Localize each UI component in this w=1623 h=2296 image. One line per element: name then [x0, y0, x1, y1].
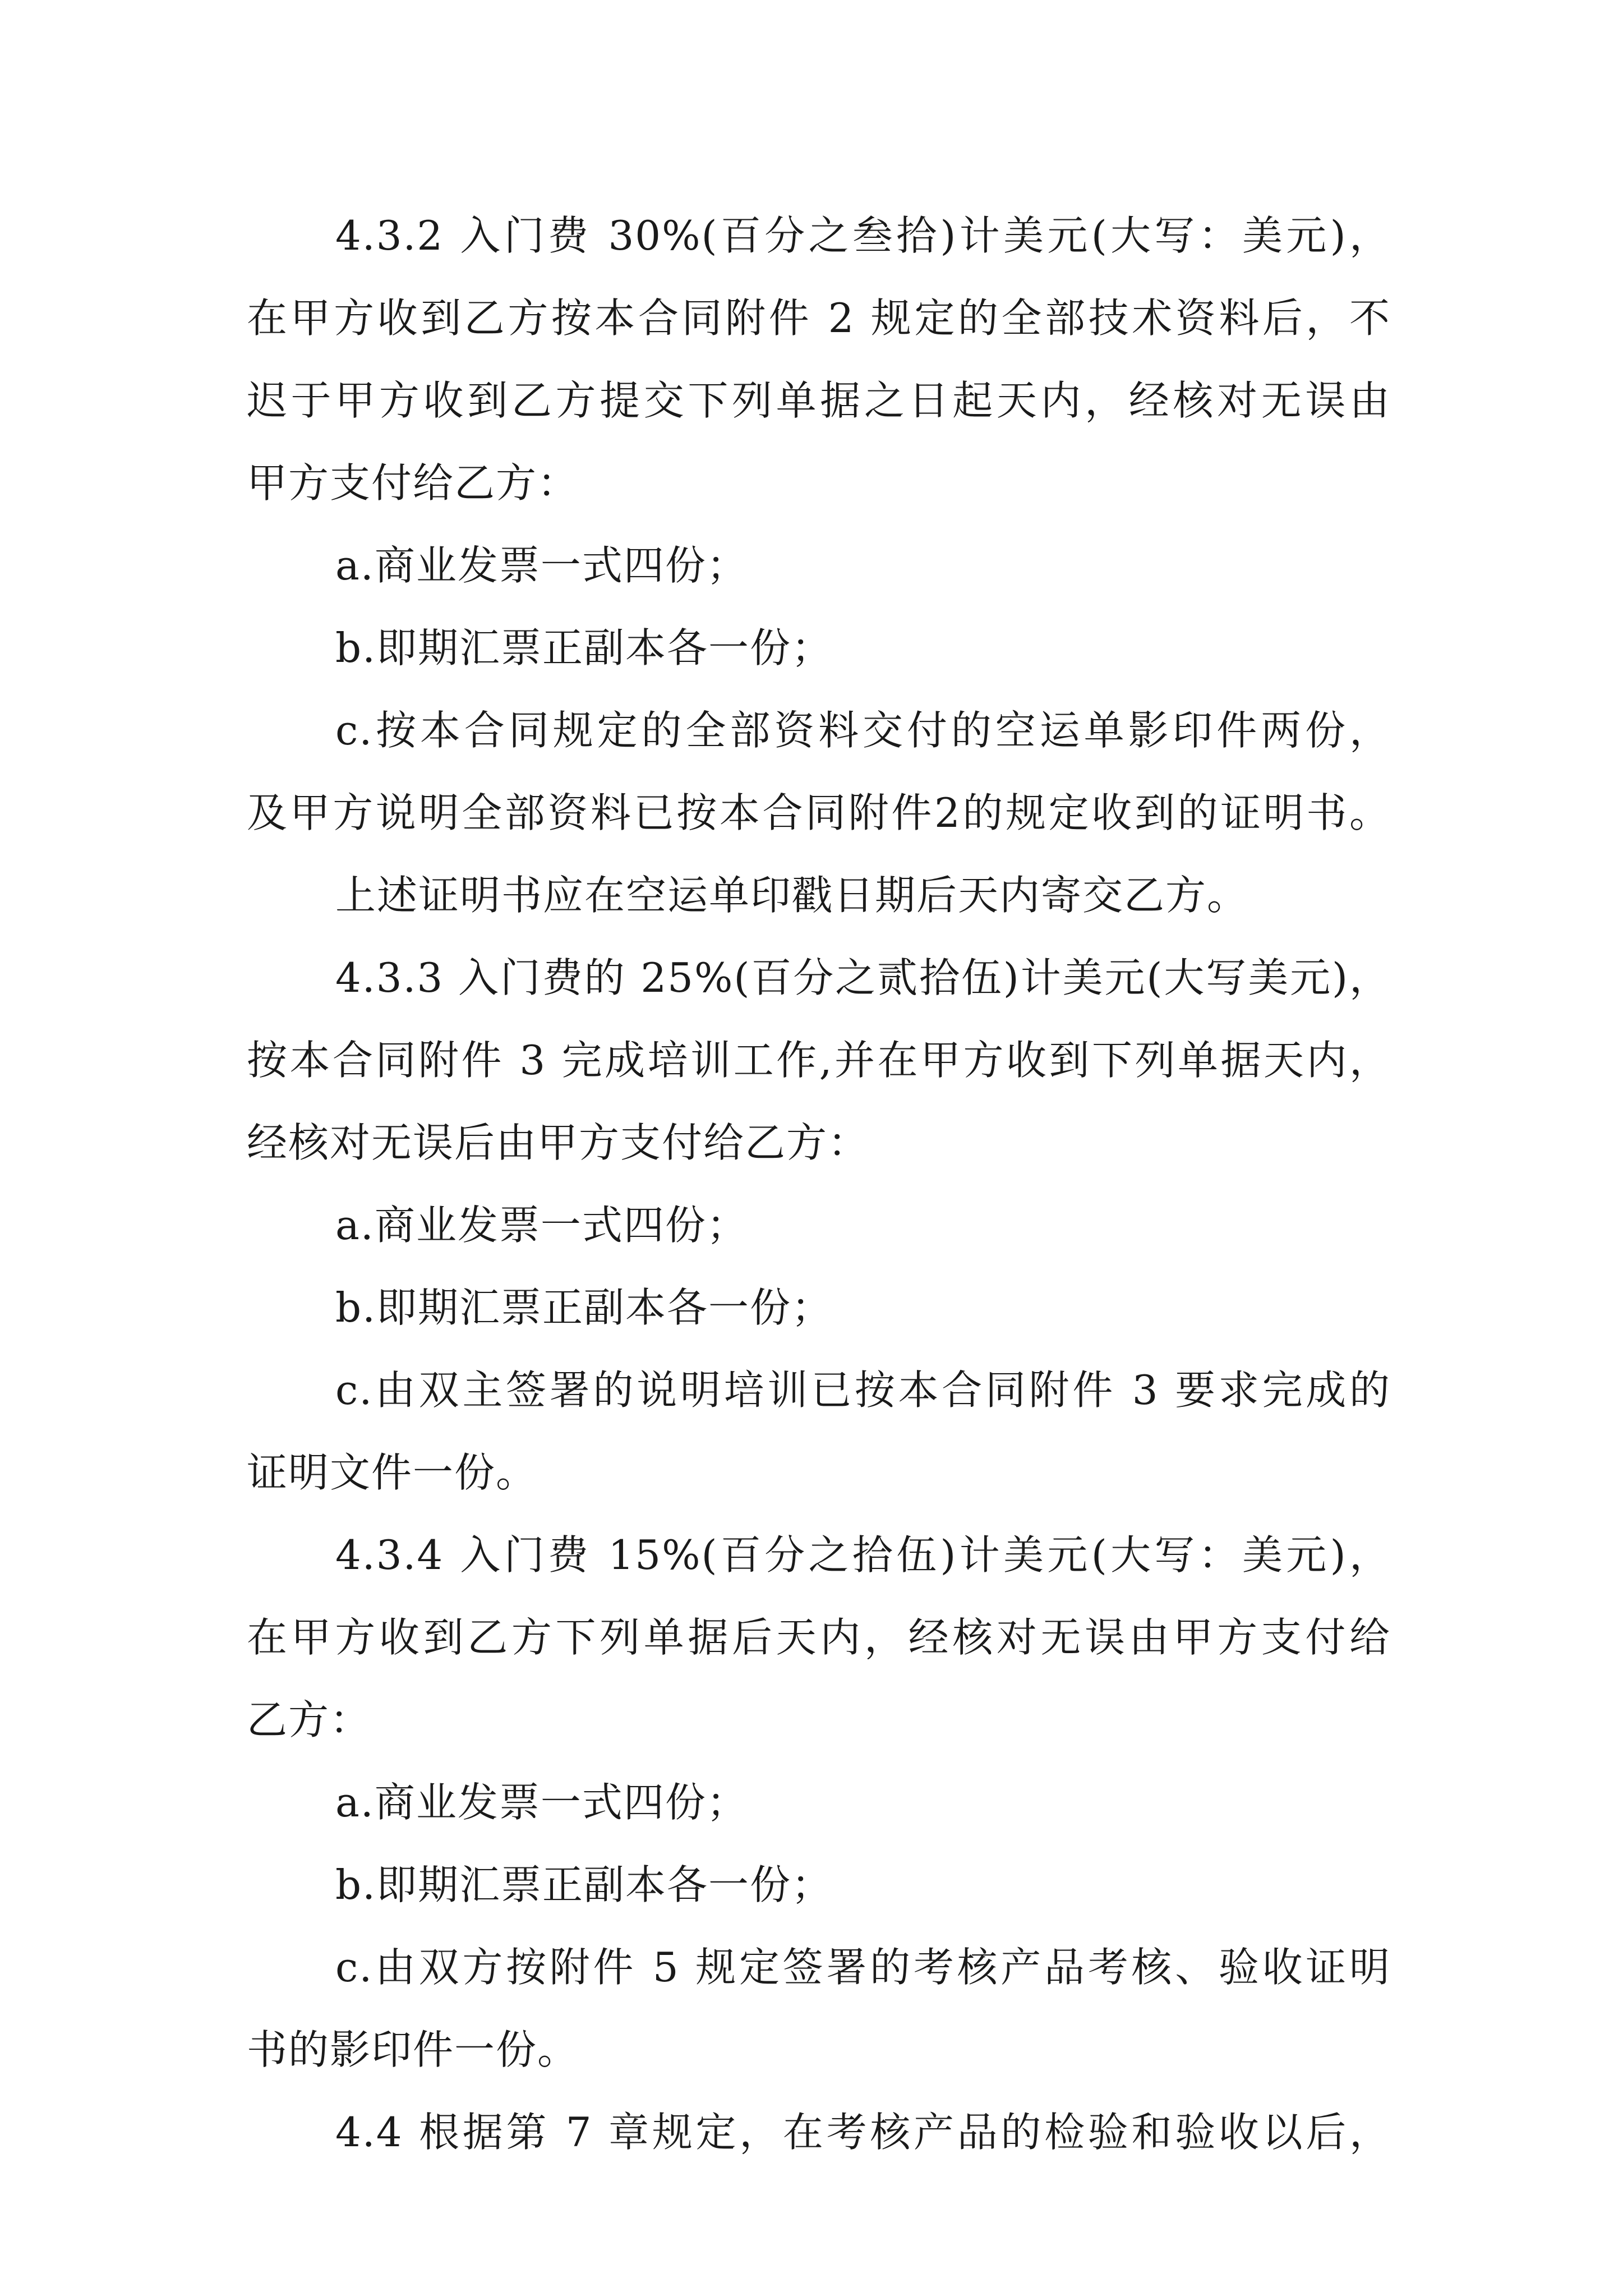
paragraph-line: 上述证明书应在空运单印戳日期后天内寄交乙方。 [335, 872, 1249, 919]
clause-4-3-2-heading: 4.3.2 入门费 30%(百分之叁拾)计美元(大写：美元)， [335, 212, 1391, 259]
clause-4-3-3-heading: 4.3.3 入门费的 25%(百分之贰拾伍)计美元(大写美元)， [335, 954, 1391, 1001]
clause-4-3-4-heading: 4.3.4 入门费 15%(百分之拾伍)计美元(大写：美元)， [335, 1531, 1391, 1579]
paragraph-line: 甲方支付给乙方： [247, 459, 579, 507]
paragraph-line: 及甲方说明全部资料已按本合同附件2的规定收到的证明书。 [247, 789, 1391, 836]
list-item: b.即期汇票正副本各一份； [335, 1284, 833, 1331]
list-item: a.商业发票一式四份； [335, 1779, 748, 1826]
list-item: a.商业发票一式四份； [335, 542, 748, 589]
paragraph-line: 在甲方收到乙方按本合同附件 2 规定的全部技术资料后，不 [247, 295, 1391, 342]
paragraph-line: 书的影印件一份。 [247, 2026, 579, 2073]
list-item: b.即期汇票正副本各一份； [335, 1861, 833, 1908]
list-item: c.按本合同规定的全部资料交付的空运单影印件两份， [335, 707, 1391, 754]
clause-4-4-heading: 4.4 根据第 7 章规定，在考核产品的检验和验收以后， [335, 2109, 1391, 2156]
paragraph-line: 按本合同附件 3 完成培训工作,并在甲方收到下列单据天内， [247, 1037, 1391, 1084]
paragraph-line: 经核对无误后由甲方支付给乙方： [247, 1119, 870, 1166]
list-item: b.即期汇票正副本各一份； [335, 624, 833, 671]
list-item: c.由双主签署的说明培训已按本合同附件 3 要求完成的 [335, 1366, 1391, 1414]
paragraph-line: 证明文件一份。 [247, 1449, 538, 1496]
list-item: c.由双方按附件 5 规定签署的考核产品考核、验收证明 [335, 1944, 1391, 1991]
paragraph-line: 乙方： [247, 1696, 372, 1743]
paragraph-line: 迟于甲方收到乙方提交下列单据之日起天内，经核对无误由 [247, 377, 1391, 424]
list-item: a.商业发票一式四份； [335, 1202, 748, 1249]
paragraph-line: 在甲方收到乙方下列单据后天内，经核对无误由甲方支付给 [247, 1614, 1391, 1661]
